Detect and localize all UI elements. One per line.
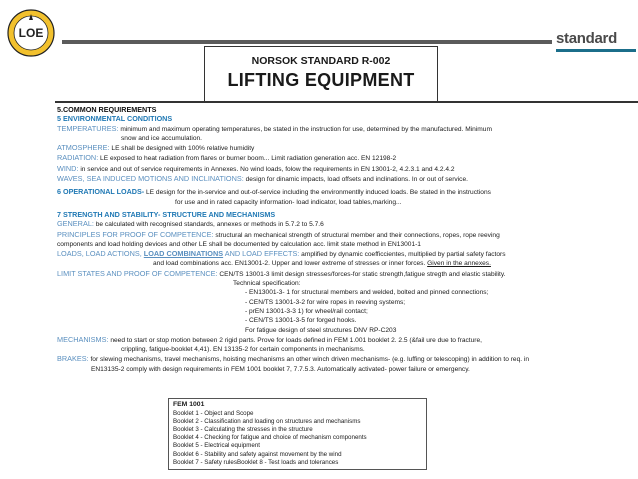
wind-text: in service and out of service requirements in Annexes. No wind loads, folow the requirements in EN 13001-2, 4.2.3.1 and 4.2.4.2 bbox=[78, 165, 455, 173]
wind-line bbox=[57, 164, 635, 174]
mechanisms-line-2: crippling, fatigue-booklet 4,41). EN 13135-2 for certain components in mechanisms. bbox=[121, 346, 365, 354]
fem-title: FEM 1001 bbox=[173, 401, 205, 408]
waves-line bbox=[57, 174, 635, 184]
radiation-key: RADIATION: bbox=[57, 153, 99, 163]
title-box bbox=[204, 46, 438, 101]
limit-states-text: CEN/TS 13001-3 limit design stresses/forces-for static strength,fatigue stregth and elastic stability. bbox=[217, 270, 506, 278]
atmosphere-key: ATMOSPHERE: bbox=[57, 143, 110, 153]
brand-name: standard bbox=[556, 30, 617, 47]
loads-text: amplified by dynamic coefficcientes, multiplied by partial safety factors bbox=[299, 251, 506, 259]
temperatures-text: minimum and maximum operating temperatures, be stated in the instruction for use, determined by the manufactured. Minimum bbox=[118, 125, 492, 133]
fem-booklet: Booklet 4 - Checking for fatigue and choice of mechanism components bbox=[173, 434, 367, 442]
fem-1001-box bbox=[168, 398, 427, 470]
tech-spec-item-3: - prEN 13001-3-3 1) for wheel/rail contact; bbox=[245, 307, 368, 315]
principles-line-2: components and load holding devices and other LE shall be documented by calculation acc. limit state method in EN13001-1 bbox=[57, 240, 421, 248]
brakes-line-2: EN13135-2 comply with design requirements in FEM 1001 booklet 7, 7.7.5.3. Automatically activated- power failure or emergency. bbox=[91, 365, 470, 373]
section-5-heading: 5.COMMON REQUIREMENTS bbox=[57, 105, 157, 114]
brakes-key: BRAKES: bbox=[57, 354, 89, 364]
fem-booklet: Booklet 1 - Object and Scope bbox=[173, 410, 254, 418]
mechanisms-line bbox=[57, 335, 635, 345]
temperatures-line-2: snow and ice accumulation. bbox=[121, 134, 203, 142]
brakes-line bbox=[57, 354, 635, 364]
operational-loads-key: 6 OPERATIONAL LOADS- bbox=[57, 187, 145, 197]
title-divider bbox=[55, 101, 638, 103]
loads-line bbox=[57, 249, 635, 259]
brakes-text: for slewing mechanisms, travel mechanisms, hoisting mechanisms an other winch driven mechanisms- (e.g. luffing or telescoping) in addition to req. in bbox=[88, 356, 530, 364]
fem-booklet: Booklet 5 - Electrical equipment bbox=[173, 442, 261, 450]
page-title: LIFTING EQUIPMENT bbox=[227, 70, 415, 90]
fem-booklet: Booklet 6 - Stability and safety against movement by the wind bbox=[173, 450, 342, 458]
limit-states-key: LIMIT STATES AND PROOF OF COMPETENCE: bbox=[57, 268, 218, 278]
general-text: be calculated with recognised standards, annexes or methods in 5.7.2 to 5.7.6 bbox=[93, 221, 324, 229]
temperatures-key: TEMPERATURES: bbox=[57, 123, 119, 133]
load-combinations-key: LOAD COMBINATIONS bbox=[143, 249, 224, 259]
principles-key: PRINCIPLES FOR PROOF OF COMPETENCE: bbox=[57, 229, 214, 239]
wind-key: WIND: bbox=[57, 163, 79, 173]
environmental-heading: 5 ENVIRONMENTAL CONDITIONS bbox=[57, 114, 173, 124]
operational-loads-text: LE design for the in-service and out-of-service including the environmentlly induced loads. Be stated in the instructions bbox=[144, 189, 491, 197]
principles-text: structural an mechanical strength of structural member and their connections, ropes, rope reeving bbox=[213, 231, 500, 239]
loads-line-2 bbox=[57, 259, 635, 268]
mechanisms-text: need to start or stop motion between 2 rigid parts. Prove for loads defined in FEM 1.001 booklet 2. 2.5 (&fail ure due to fracture, bbox=[108, 336, 482, 344]
atmosphere-text: LE shall be designed with 100% relative humidity bbox=[109, 145, 255, 153]
loads-key-3: AND LOAD EFFECTS: bbox=[223, 249, 300, 259]
waves-key: WAVES, SEA INDUCED MOTIONS AND INCLINATIONS: bbox=[57, 174, 244, 184]
temperatures-line bbox=[57, 124, 635, 134]
company-logo bbox=[6, 8, 56, 58]
standard-name: NORSOK STANDARD R-002 bbox=[251, 55, 391, 67]
brand-underline bbox=[556, 49, 636, 52]
tech-spec-item-5: For fatigue design of steel structures DNV RP-C203 bbox=[245, 326, 397, 334]
tech-spec-item-2: - CEN/TS 13001-3-2 for wire ropes in reeving systems; bbox=[245, 298, 406, 306]
general-line bbox=[57, 219, 635, 229]
logo-text: LOE bbox=[18, 26, 44, 40]
radiation-text: LE exposed to heat radiation from flares or burner boom... Limit radiation generation acc. EN 12198-2 bbox=[98, 155, 397, 163]
fem-booklet: Booklet 7 - Safety rulesBooklet 8 - Test loads and tolerances bbox=[173, 458, 339, 466]
atmosphere-line bbox=[57, 143, 635, 153]
operational-loads-line-2: for use and in rated capacity information- load indicator, load tables,marking... bbox=[175, 198, 402, 206]
section-7-heading: 7 STRENGTH AND STABILITY- STRUCTURE AND MECHANISMS bbox=[57, 209, 276, 219]
slide-content bbox=[57, 105, 635, 374]
mechanisms-key: MECHANISMS: bbox=[57, 334, 109, 344]
annexes-link[interactable]: Given in the annexes. bbox=[427, 260, 491, 268]
tech-spec-item-4: - CEN/TS 13001-3-5 for forged hooks. bbox=[245, 317, 357, 325]
fem-booklet: Booklet 2 - Classification and loading on structures and mechanisms bbox=[173, 418, 361, 426]
tech-spec-heading: Technical specification: bbox=[233, 280, 301, 288]
header-rule bbox=[62, 40, 552, 44]
waves-text: design for dinamic impacts, load offsets and inclinations. In or out of service. bbox=[243, 176, 468, 184]
operational-loads-line bbox=[57, 187, 635, 197]
tech-spec-item-1: - EN13001-3- 1 for structural members and welded, bolted and pinned connections; bbox=[245, 289, 489, 297]
fem-booklet: Booklet 3 - Calculating the stresses in the structure bbox=[173, 426, 313, 434]
limit-states-line bbox=[57, 269, 635, 279]
general-key: GENERAL: bbox=[57, 219, 94, 229]
loads-text-2: and load combinations acc. EN13001-2. Upper and lower extreme of stresses or inner forces. bbox=[153, 260, 428, 268]
principles-line bbox=[57, 230, 635, 240]
loads-key-1: LOADS, LOAD ACTIONS, bbox=[57, 249, 144, 259]
radiation-line bbox=[57, 153, 635, 163]
